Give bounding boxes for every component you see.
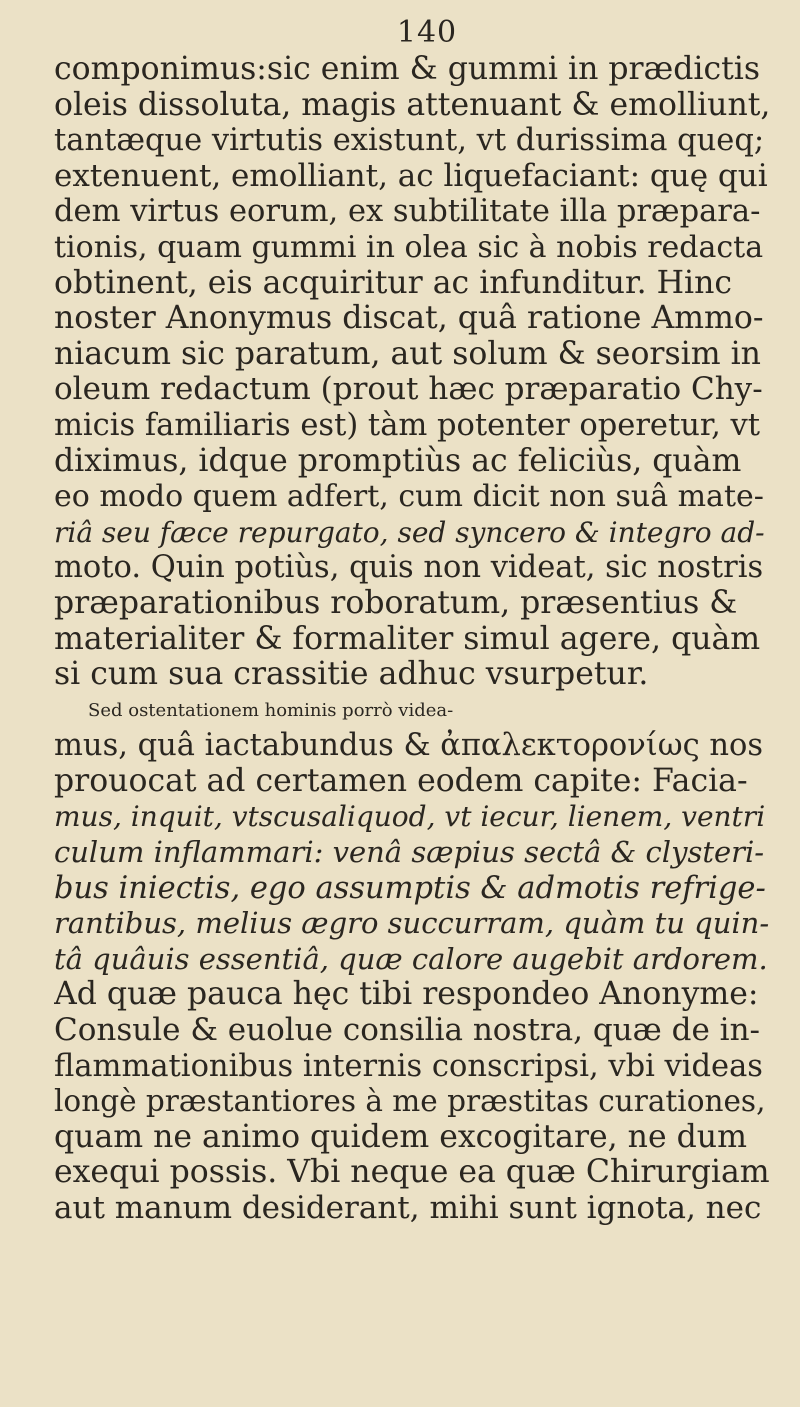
text-line: riâ seu fæce repurgato, sed syncero & integro ad- bbox=[54, 515, 765, 549]
text-line: aut manum desiderant, mihi sunt ignota, nec bbox=[54, 1191, 762, 1226]
text-line: mus, quâ iactabundus & ἀπαλεκτορονίως nos bbox=[54, 728, 764, 764]
text-line: materialiter & formaliter simul agere, quàm bbox=[54, 621, 761, 657]
text-line: obtinent, eis acquiritur ac infunditur. Hinc bbox=[54, 265, 733, 301]
text-line: quam ne animo quidem excogitare, ne dum bbox=[54, 1119, 747, 1155]
text-line: noster Anonymus discat, quâ ratione Ammo- bbox=[54, 301, 764, 337]
text-line: micis familiaris est) tàm potenter operetur, vt bbox=[54, 407, 760, 443]
text-line: extenuent, emolliant, ac liquefaciant: quę qui bbox=[54, 158, 768, 194]
text-line: longè præstantiores à me præstitas curationes, bbox=[54, 1084, 766, 1119]
text-line: si cum sua crassitie adhuc vsurpetur. bbox=[54, 657, 649, 693]
text-line: rantibus, melius ægro succurram, quàm tu quin- bbox=[54, 906, 770, 941]
text-line: Ad quæ pauca hęc tibi respondeo Anonyme: bbox=[54, 977, 759, 1013]
text-line: tâ quâuis essentiâ, quæ calore augebit ardorem. bbox=[54, 941, 768, 976]
text-line: mus, inquit, vtscusaliquod, vt iecur, lienem, ventri bbox=[54, 800, 766, 834]
text-line: eo modo quem adfert, cum dicit non suâ mate- bbox=[54, 479, 764, 515]
text-line: oleum redactum (prout hæc præparatio Chy- bbox=[54, 372, 763, 408]
text-line: flammationibus internis conscripsi, vbi videas bbox=[54, 1048, 763, 1084]
text-line: tionis, quam gummi in olea sic à nobis redacta bbox=[54, 229, 764, 265]
text-line: niacum sic paratum, aut solum & seorsim in bbox=[54, 336, 761, 372]
text-line: culum inflammari: venâ sæpius sectâ & clysteri- bbox=[54, 835, 765, 870]
page-number: 140 bbox=[396, 15, 458, 50]
text-line: bus iniectis, ego assumptis & admotis refrige- bbox=[54, 870, 766, 906]
text-line: præparationibus roboratum, præsentius & bbox=[54, 585, 738, 621]
text-body bbox=[54, 52, 770, 1227]
text-line: exequi possis. Vbi neque ea quæ Chirurgiam bbox=[54, 1155, 770, 1191]
text-line: dem virtus eorum, ex subtilitate illa præpara- bbox=[54, 194, 761, 230]
text-line: prouocat ad certamen eodem capite: Facia- bbox=[54, 763, 748, 799]
text-line: moto. Quin potiùs, quis non videat, sic nostris bbox=[54, 550, 764, 586]
text-line: tantæque virtutis existunt, vt durissima queq; bbox=[54, 123, 765, 159]
text-line: Consule & euolue consilia nostra, quæ de in- bbox=[54, 1013, 761, 1049]
text-line: oleis dissoluta, magis attenuant & emolliunt, bbox=[54, 87, 770, 123]
text-line: diximus, idque promptiùs ac feliciùs, quàm bbox=[54, 443, 742, 479]
text-line: componimus:sic enim & gummi in prædictis bbox=[54, 52, 760, 87]
text-line: Sed ostentationem hominis porrò videa- bbox=[88, 699, 454, 721]
